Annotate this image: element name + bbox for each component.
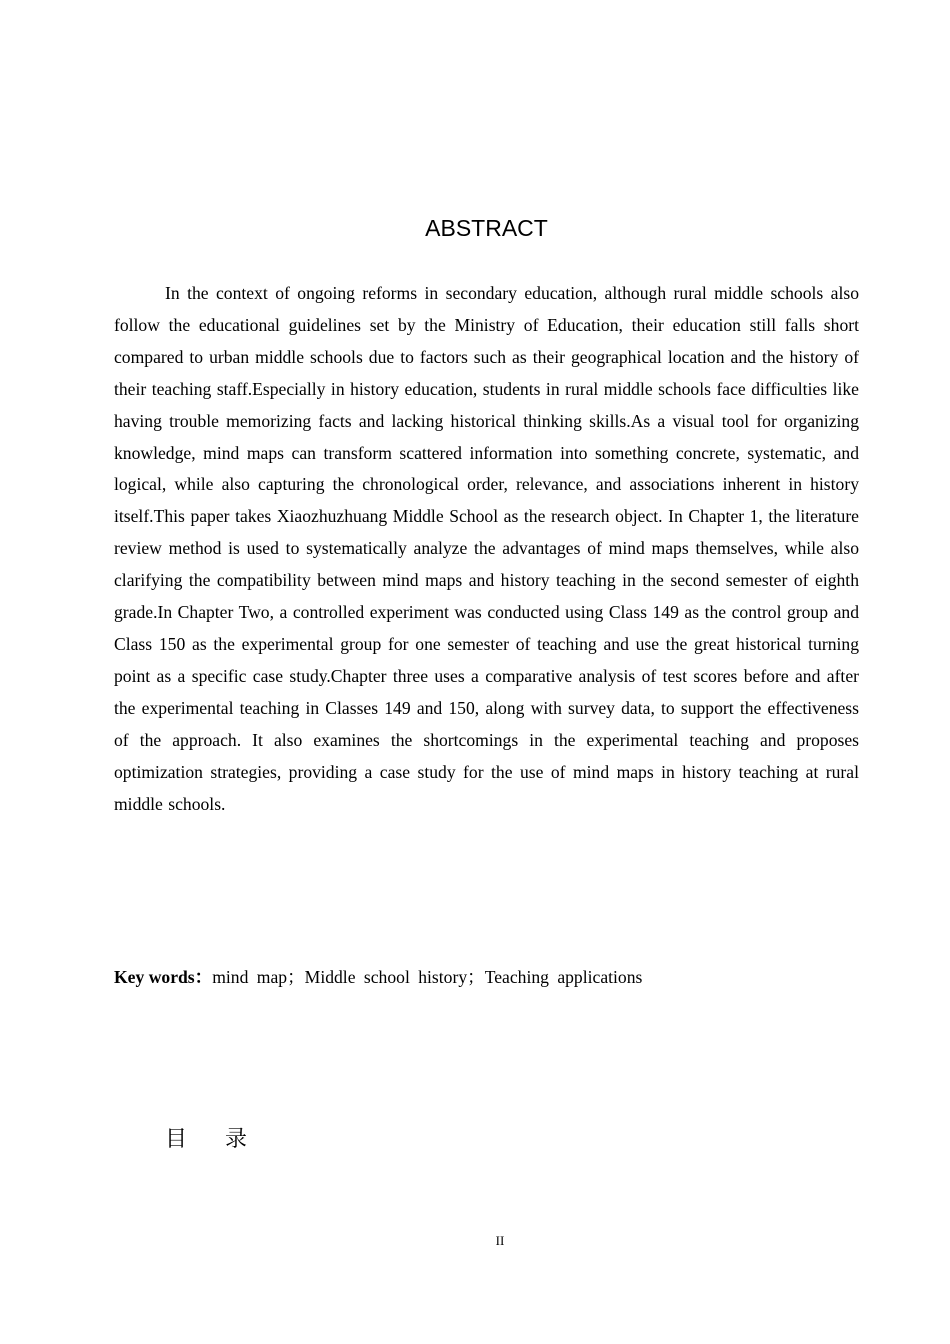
table-of-contents-heading: 目录 <box>165 1127 286 1152</box>
abstract-body: In the context of ongoing reforms in secondary education, although rural middle schools also follow the educational guidelines set by the Ministry of Education, their education still falls short compared to urban middle schools due to factors such as their geographical location and the history of their teaching staff.Especially in history education, students in rural middle schools face difficulties like having trouble memorizing facts and lacking historical thinking skills.As a visual tool for organizing knowledge, mind maps can transform scattered information into something concrete, systematic, and logical, while also capturing the chronological order, relevance, and associations inherent in history itself.This paper takes Xiaozhuzhuang Middle School as the research object. In Chapter 1, the literature review method is used to systematically analyze the advantages of mind maps themselves, while also clarifying the compatibility between mind maps and history teaching in the second semester of eighth grade.In Chapter Two, a controlled experiment was conducted using Class 149 as the control group and Class 150 as the experimental group for one semester of teaching and use the great historical turning point as a specific case study.Chapter three uses a comparative analysis of test scores before and after the experimental teaching in Classes 149 and 150, along with survey data, to support the effectiveness of the approach. It also examines the shortcomings in the experimental teaching and proposes optimization strategies, providing a case study for the use of mind maps in history teaching at rural middle schools. <box>114 283 859 814</box>
keywords-line <box>114 961 874 993</box>
page-number: II <box>495 1233 505 1248</box>
keywords-value: mind map；Middle school history；Teaching applications <box>212 967 643 987</box>
keywords-label: Key words： <box>114 967 213 987</box>
abstract-title: ABSTRACT <box>425 215 548 241</box>
